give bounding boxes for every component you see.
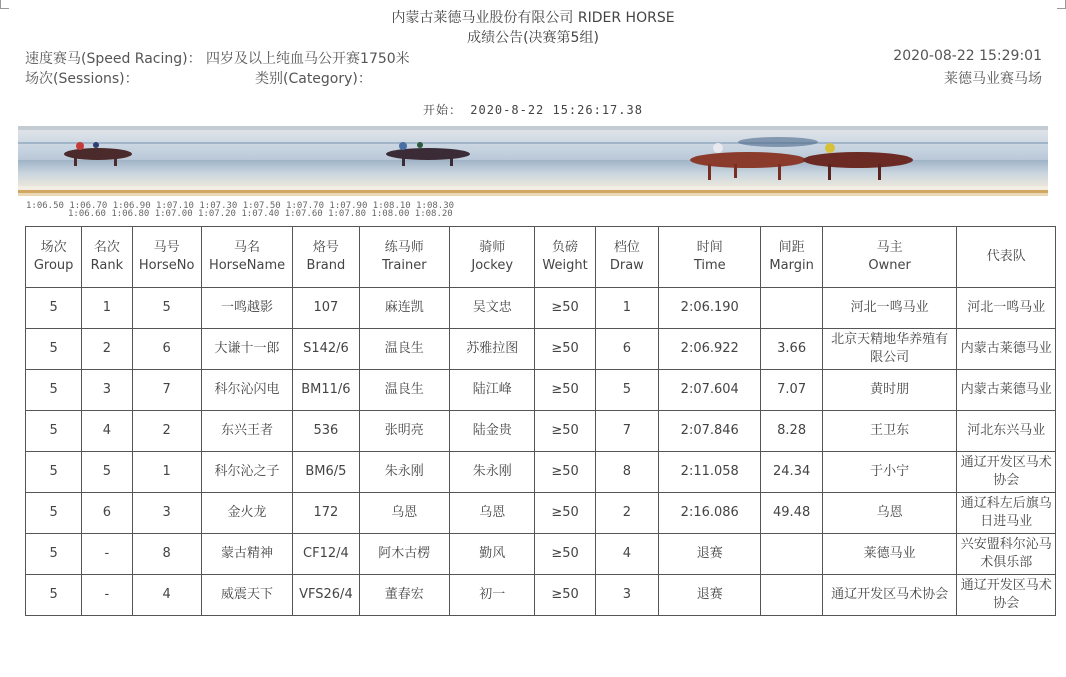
column-header-en: Jockey xyxy=(471,258,514,273)
column-header-zh: 马号 xyxy=(153,240,180,255)
table-cell: 科尔沁之子 xyxy=(201,452,292,493)
table-row xyxy=(26,534,1056,575)
table-cell: 河北一鸣马业 xyxy=(957,288,1056,329)
table-cell: 1 xyxy=(595,288,658,329)
column-header-en: Trainer xyxy=(382,258,427,273)
table-cell: 北京天精地华养殖有限公司 xyxy=(822,329,957,370)
column-header-zh: 负磅 xyxy=(552,240,579,255)
table-cell: 24.34 xyxy=(761,452,822,493)
table-cell: 于小宁 xyxy=(822,452,957,493)
table-cell: 8 xyxy=(595,452,658,493)
column-header xyxy=(659,227,761,288)
column-header xyxy=(359,227,449,288)
race-label: 速度赛马(Speed Racing)： 四岁及以上纯血马公开赛1750米 xyxy=(25,51,410,67)
table-cell: 536 xyxy=(293,411,359,452)
table-cell: 4 xyxy=(595,534,658,575)
datetime-label: 2020-08-22 15:29:01 xyxy=(893,48,1042,64)
column-header-zh: 烙号 xyxy=(312,240,339,255)
table-row xyxy=(26,329,1056,370)
start-timestamp: 开始： 2020-8-22 15:26:17.38 xyxy=(423,103,643,117)
result-title: 成绩公告(决赛第5组) xyxy=(467,30,599,46)
category-label: 类别(Category)： xyxy=(255,71,372,87)
table-cell: 5 xyxy=(132,288,201,329)
table-cell: 7 xyxy=(132,370,201,411)
table-row xyxy=(26,411,1056,452)
time-ruler-bottom: 1:06.60 1:06.80 1:07.00 1:07.20 1:07.40 1:07.60 1:07.80 1:08.00 1:08.20 xyxy=(68,209,453,218)
table-cell: 2:11.058 xyxy=(659,452,761,493)
table-cell: 乌恩 xyxy=(450,493,535,534)
table-cell: 通辽科左后旗乌日进马业 xyxy=(957,493,1056,534)
table-cell: 金火龙 xyxy=(201,493,292,534)
table-row xyxy=(26,493,1056,534)
table-cell: 阿木古楞 xyxy=(359,534,449,575)
table-cell: 朱永刚 xyxy=(359,452,449,493)
column-header xyxy=(201,227,292,288)
table-cell: 河北东兴马业 xyxy=(957,411,1056,452)
table-cell: 5 xyxy=(595,370,658,411)
table-cell: 6 xyxy=(82,493,132,534)
column-header xyxy=(595,227,658,288)
column-header xyxy=(26,227,82,288)
column-header xyxy=(293,227,359,288)
column-header-zh: 马主 xyxy=(876,240,903,255)
table-cell: 通辽开发区马术协会 xyxy=(957,575,1056,616)
table-cell: 5 xyxy=(82,452,132,493)
table-row xyxy=(26,370,1056,411)
table-cell: 8 xyxy=(132,534,201,575)
table-cell: 河北一鸣马业 xyxy=(822,288,957,329)
column-header-en: Time xyxy=(693,258,726,273)
table-cell: 朱永刚 xyxy=(450,452,535,493)
column-header-en: HorseName xyxy=(208,258,286,273)
table-cell: 2:06.922 xyxy=(659,329,761,370)
table-cell: 5 xyxy=(26,370,82,411)
column-header-zh: 时间 xyxy=(696,240,723,255)
table-cell: 内蒙古莱德马业 xyxy=(957,370,1056,411)
table-cell: 一鸣越影 xyxy=(201,288,292,329)
table-cell xyxy=(761,288,822,329)
table-cell: 陆江峰 xyxy=(450,370,535,411)
table-cell: 董春宏 xyxy=(359,575,449,616)
table-cell: 通辽开发区马术协会 xyxy=(822,575,957,616)
table-cell: 5 xyxy=(26,288,82,329)
table-cell: 5 xyxy=(26,329,82,370)
table-cell: 东兴王者 xyxy=(201,411,292,452)
table-cell: 威震天下 xyxy=(201,575,292,616)
column-header-en: Brand xyxy=(306,258,346,273)
table-cell: ≥50 xyxy=(535,411,595,452)
table-cell: 麻连凯 xyxy=(359,288,449,329)
column-header-en: Rank xyxy=(90,258,124,273)
table-cell: 7.07 xyxy=(761,370,822,411)
table-cell: 蒙古精神 xyxy=(201,534,292,575)
table-cell: 2 xyxy=(82,329,132,370)
column-header-zh: 代表队 xyxy=(986,249,1026,264)
table-cell: 1 xyxy=(132,452,201,493)
table-cell: 49.48 xyxy=(761,493,822,534)
column-header-en: HorseNo xyxy=(138,258,195,273)
table-cell: 乌恩 xyxy=(822,493,957,534)
column-header-en: Weight xyxy=(542,258,588,273)
table-cell: 172 xyxy=(293,493,359,534)
table-cell: 7 xyxy=(595,411,658,452)
table-cell: ≥50 xyxy=(535,493,595,534)
company-title: 内蒙古莱德马业股份有限公司 RIDER HORSE xyxy=(391,10,675,26)
table-cell: VFS26/4 xyxy=(293,575,359,616)
table-cell: 退赛 xyxy=(659,534,761,575)
table-cell: 8.28 xyxy=(761,411,822,452)
table-cell: 3 xyxy=(595,575,658,616)
table-cell: S142/6 xyxy=(293,329,359,370)
photo-finish-image xyxy=(18,100,1048,218)
results-table xyxy=(25,226,1056,616)
table-cell: 大谦十一郎 xyxy=(201,329,292,370)
table-cell: 2:06.190 xyxy=(659,288,761,329)
column-header-zh: 马名 xyxy=(234,240,261,255)
table-cell: 2 xyxy=(595,493,658,534)
table-cell: 107 xyxy=(293,288,359,329)
table-cell: 退赛 xyxy=(659,575,761,616)
table-cell: 科尔沁闪电 xyxy=(201,370,292,411)
table-cell: 初一 xyxy=(450,575,535,616)
table-cell: 内蒙古莱德马业 xyxy=(957,329,1056,370)
table-cell: 3 xyxy=(82,370,132,411)
table-cell: 陆金贵 xyxy=(450,411,535,452)
column-header xyxy=(535,227,595,288)
column-header-zh: 场次 xyxy=(40,240,67,255)
table-cell: 5 xyxy=(26,575,82,616)
table-cell: ≥50 xyxy=(535,452,595,493)
column-header-en: Group xyxy=(33,258,74,273)
table-cell: 4 xyxy=(132,575,201,616)
column-header xyxy=(450,227,535,288)
column-header-en: Draw xyxy=(609,258,644,273)
table-row xyxy=(26,288,1056,329)
table-row xyxy=(26,452,1056,493)
table-cell: 王卫东 xyxy=(822,411,957,452)
column-header xyxy=(822,227,957,288)
table-cell: ≥50 xyxy=(535,534,595,575)
table-cell: - xyxy=(82,534,132,575)
table-cell: ≥50 xyxy=(535,575,595,616)
table-cell: CF12/4 xyxy=(293,534,359,575)
table-cell: 张明亮 xyxy=(359,411,449,452)
table-cell: 2:07.604 xyxy=(659,370,761,411)
table-cell: 温良生 xyxy=(359,329,449,370)
column-header-zh: 练马师 xyxy=(384,240,424,255)
table-cell: ≥50 xyxy=(535,370,595,411)
table-cell: 莱德马业 xyxy=(822,534,957,575)
table-cell: 乌恩 xyxy=(359,493,449,534)
table-cell: 3 xyxy=(132,493,201,534)
table-cell: 黄时朋 xyxy=(822,370,957,411)
table-cell: ≥50 xyxy=(535,329,595,370)
time-ruler-top: 1:06.50 1:06.70 1:06.90 1:07.10 1:07.30 1:07.50 1:07.70 1:07.90 1:08.10 1:08.30 xyxy=(26,201,455,211)
table-cell: 苏雅拉图 xyxy=(450,329,535,370)
table-cell xyxy=(761,534,822,575)
table-cell: 5 xyxy=(26,411,82,452)
table-cell: 1 xyxy=(82,288,132,329)
table-cell: BM6/5 xyxy=(293,452,359,493)
table-cell: 通辽开发区马术协会 xyxy=(957,452,1056,493)
venue-label: 莱德马业赛马场 xyxy=(944,71,1042,87)
column-header-en: Margin xyxy=(769,258,814,273)
table-cell: 吴文忠 xyxy=(450,288,535,329)
column-header-en: Owner xyxy=(868,258,911,273)
table-header-row xyxy=(26,227,1056,288)
column-header xyxy=(761,227,822,288)
table-cell: 兴安盟科尔沁马术俱乐部 xyxy=(957,534,1056,575)
table-cell: 5 xyxy=(26,534,82,575)
column-header xyxy=(132,227,201,288)
table-cell: 2 xyxy=(132,411,201,452)
table-cell: 6 xyxy=(132,329,201,370)
table-cell: 5 xyxy=(26,493,82,534)
session-label: 场次(Sessions)： xyxy=(25,71,139,87)
table-cell: 2:16.086 xyxy=(659,493,761,534)
table-cell: ≥50 xyxy=(535,288,595,329)
table-cell: 勤风 xyxy=(450,534,535,575)
table-cell: 5 xyxy=(26,452,82,493)
column-header-zh: 名次 xyxy=(93,240,120,255)
column-header xyxy=(957,227,1056,288)
table-cell: 3.66 xyxy=(761,329,822,370)
table-cell: 2:07.846 xyxy=(659,411,761,452)
table-cell: 温良生 xyxy=(359,370,449,411)
table-cell: 4 xyxy=(82,411,132,452)
table-cell: BM11/6 xyxy=(293,370,359,411)
column-header-zh: 间距 xyxy=(778,240,805,255)
table-cell: 6 xyxy=(595,329,658,370)
table-body xyxy=(26,288,1056,616)
table-cell: - xyxy=(82,575,132,616)
table-cell xyxy=(761,575,822,616)
column-header xyxy=(82,227,132,288)
table-row xyxy=(26,575,1056,616)
column-header-zh: 档位 xyxy=(613,240,640,255)
column-header-zh: 骑师 xyxy=(479,240,506,255)
